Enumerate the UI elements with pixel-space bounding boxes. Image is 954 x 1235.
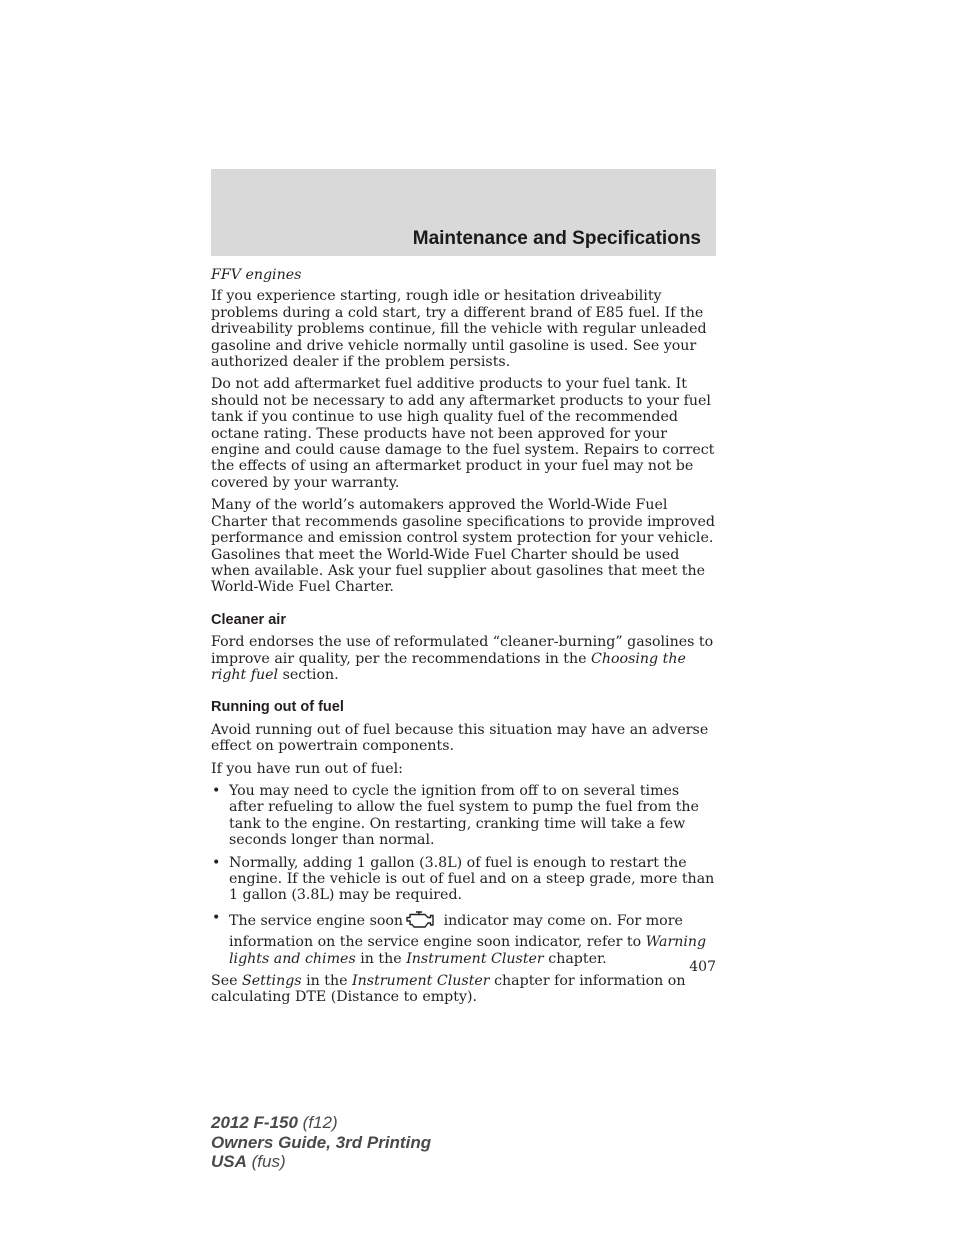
check-engine-icon — [405, 910, 435, 934]
list-item — [211, 855, 716, 904]
paragraph-fuel-charter: Many of the world’s automakers approved the World-Wide Fuel Charter that recommends gasoline specifications to provide improved performance and emission control system protection for your vehicle. Gasolines that meet the World-Wide Fuel Charter should be used when available. Ask your fuel supplier about gasolines that meet the World-Wide Fuel Charter. — [211, 497, 715, 596]
list-item — [211, 910, 716, 967]
paragraph-additives: Do not add aftermarket fuel additive products to your fuel tank. It should not be necessary to add any aftermarket products to your fuel tank if you continue to use high quality fuel of the recommended octane rating. These products have not been approved for your engine and could cause damage to the fuel system. Repairs to correct the effects of using an aftermarket product in your fuel may not be covered by your warranty. — [211, 376, 715, 491]
footer-market: USA — [211, 1152, 247, 1171]
settings-ref: Settings — [242, 973, 302, 990]
paragraph-cleaner-air — [211, 634, 716, 683]
footer — [211, 1113, 431, 1172]
see-text: chapter for information on calculating DTE (Distance to empty). — [211, 973, 686, 1006]
paragraph-driveability: If you experience starting, rough idle or hesitation driveability problems during a cold start, try a different brand of E85 fuel. If the driveability problems continue, fill the vehicle with regular unleaded gasoline and drive vehicle normally until gasoline is used. See your authorized dealer if the problem persists. — [211, 288, 707, 371]
instrument-cluster-ref: Instrument Cluster — [406, 950, 544, 967]
run-out-bullet-list — [211, 783, 716, 967]
list-item — [211, 783, 716, 849]
footer-model: 2012 F-150 — [211, 1113, 298, 1132]
footer-line-model — [211, 1113, 431, 1133]
footer-line-market — [211, 1152, 431, 1172]
bullet-text: Normally, adding 1 gallon (3.8L) of fuel is enough to restart the engine. If the vehicle is out of fuel and on a steep grade, more than 1 gallon (3.8L) may be required. — [229, 854, 715, 904]
warning-lights-ref: Warning lights and chimes — [229, 934, 707, 967]
heading-cleaner-air: Cleaner air — [211, 611, 286, 628]
bullet-text: The service engine soon — [229, 912, 404, 929]
bullet-text: You may need to cycle the ignition from off to on several times after refueling to allow the fuel system to pump the fuel from the tank to the engine. On restarting, cranking time will take a few seconds longer than normal. — [229, 782, 699, 849]
cleaner-air-ref: Choosing the right fuel — [211, 650, 686, 683]
footer-model-code: (f12) — [297, 1113, 338, 1132]
paragraph-see-settings — [211, 973, 716, 1006]
see-text: in the — [301, 973, 353, 990]
cleaner-air-text: Ford endorses the use of reformulated “cleaner-burning” gasolines to improve air quality, per the recommendations in the — [211, 634, 714, 667]
bullet-text: in the — [355, 950, 407, 967]
instrument-cluster-ref: Instrument Cluster — [352, 973, 490, 990]
page-content — [211, 267, 716, 1012]
see-text: See — [211, 973, 243, 990]
bullet-text: indicator may come on. For more information on the service engine soon indicator, refer to — [229, 912, 683, 951]
cleaner-air-text-end: section. — [278, 666, 339, 683]
section-title: Maintenance and Specifications — [412, 228, 701, 249]
heading-running-out-of-fuel: Running out of fuel — [211, 699, 344, 716]
footer-market-code: (fus) — [246, 1152, 286, 1171]
bullet-dot: • — [212, 854, 221, 871]
ffv-engines-subtitle: FFV engines — [211, 267, 302, 283]
footer-line-printing: Owners Guide, 3rd Printing — [211, 1132, 432, 1152]
bullet-text: chapter. — [543, 950, 607, 967]
section-header-band — [211, 169, 716, 256]
page-number: 407 — [689, 959, 716, 975]
paragraph-if-run-out: If you have run out of fuel: — [211, 760, 403, 777]
bullet-dot: • — [212, 909, 221, 926]
bullet-dot: • — [212, 782, 221, 799]
paragraph-avoid-running-out: Avoid running out of fuel because this situation may have an adverse effect on powertrain components. — [211, 721, 709, 755]
